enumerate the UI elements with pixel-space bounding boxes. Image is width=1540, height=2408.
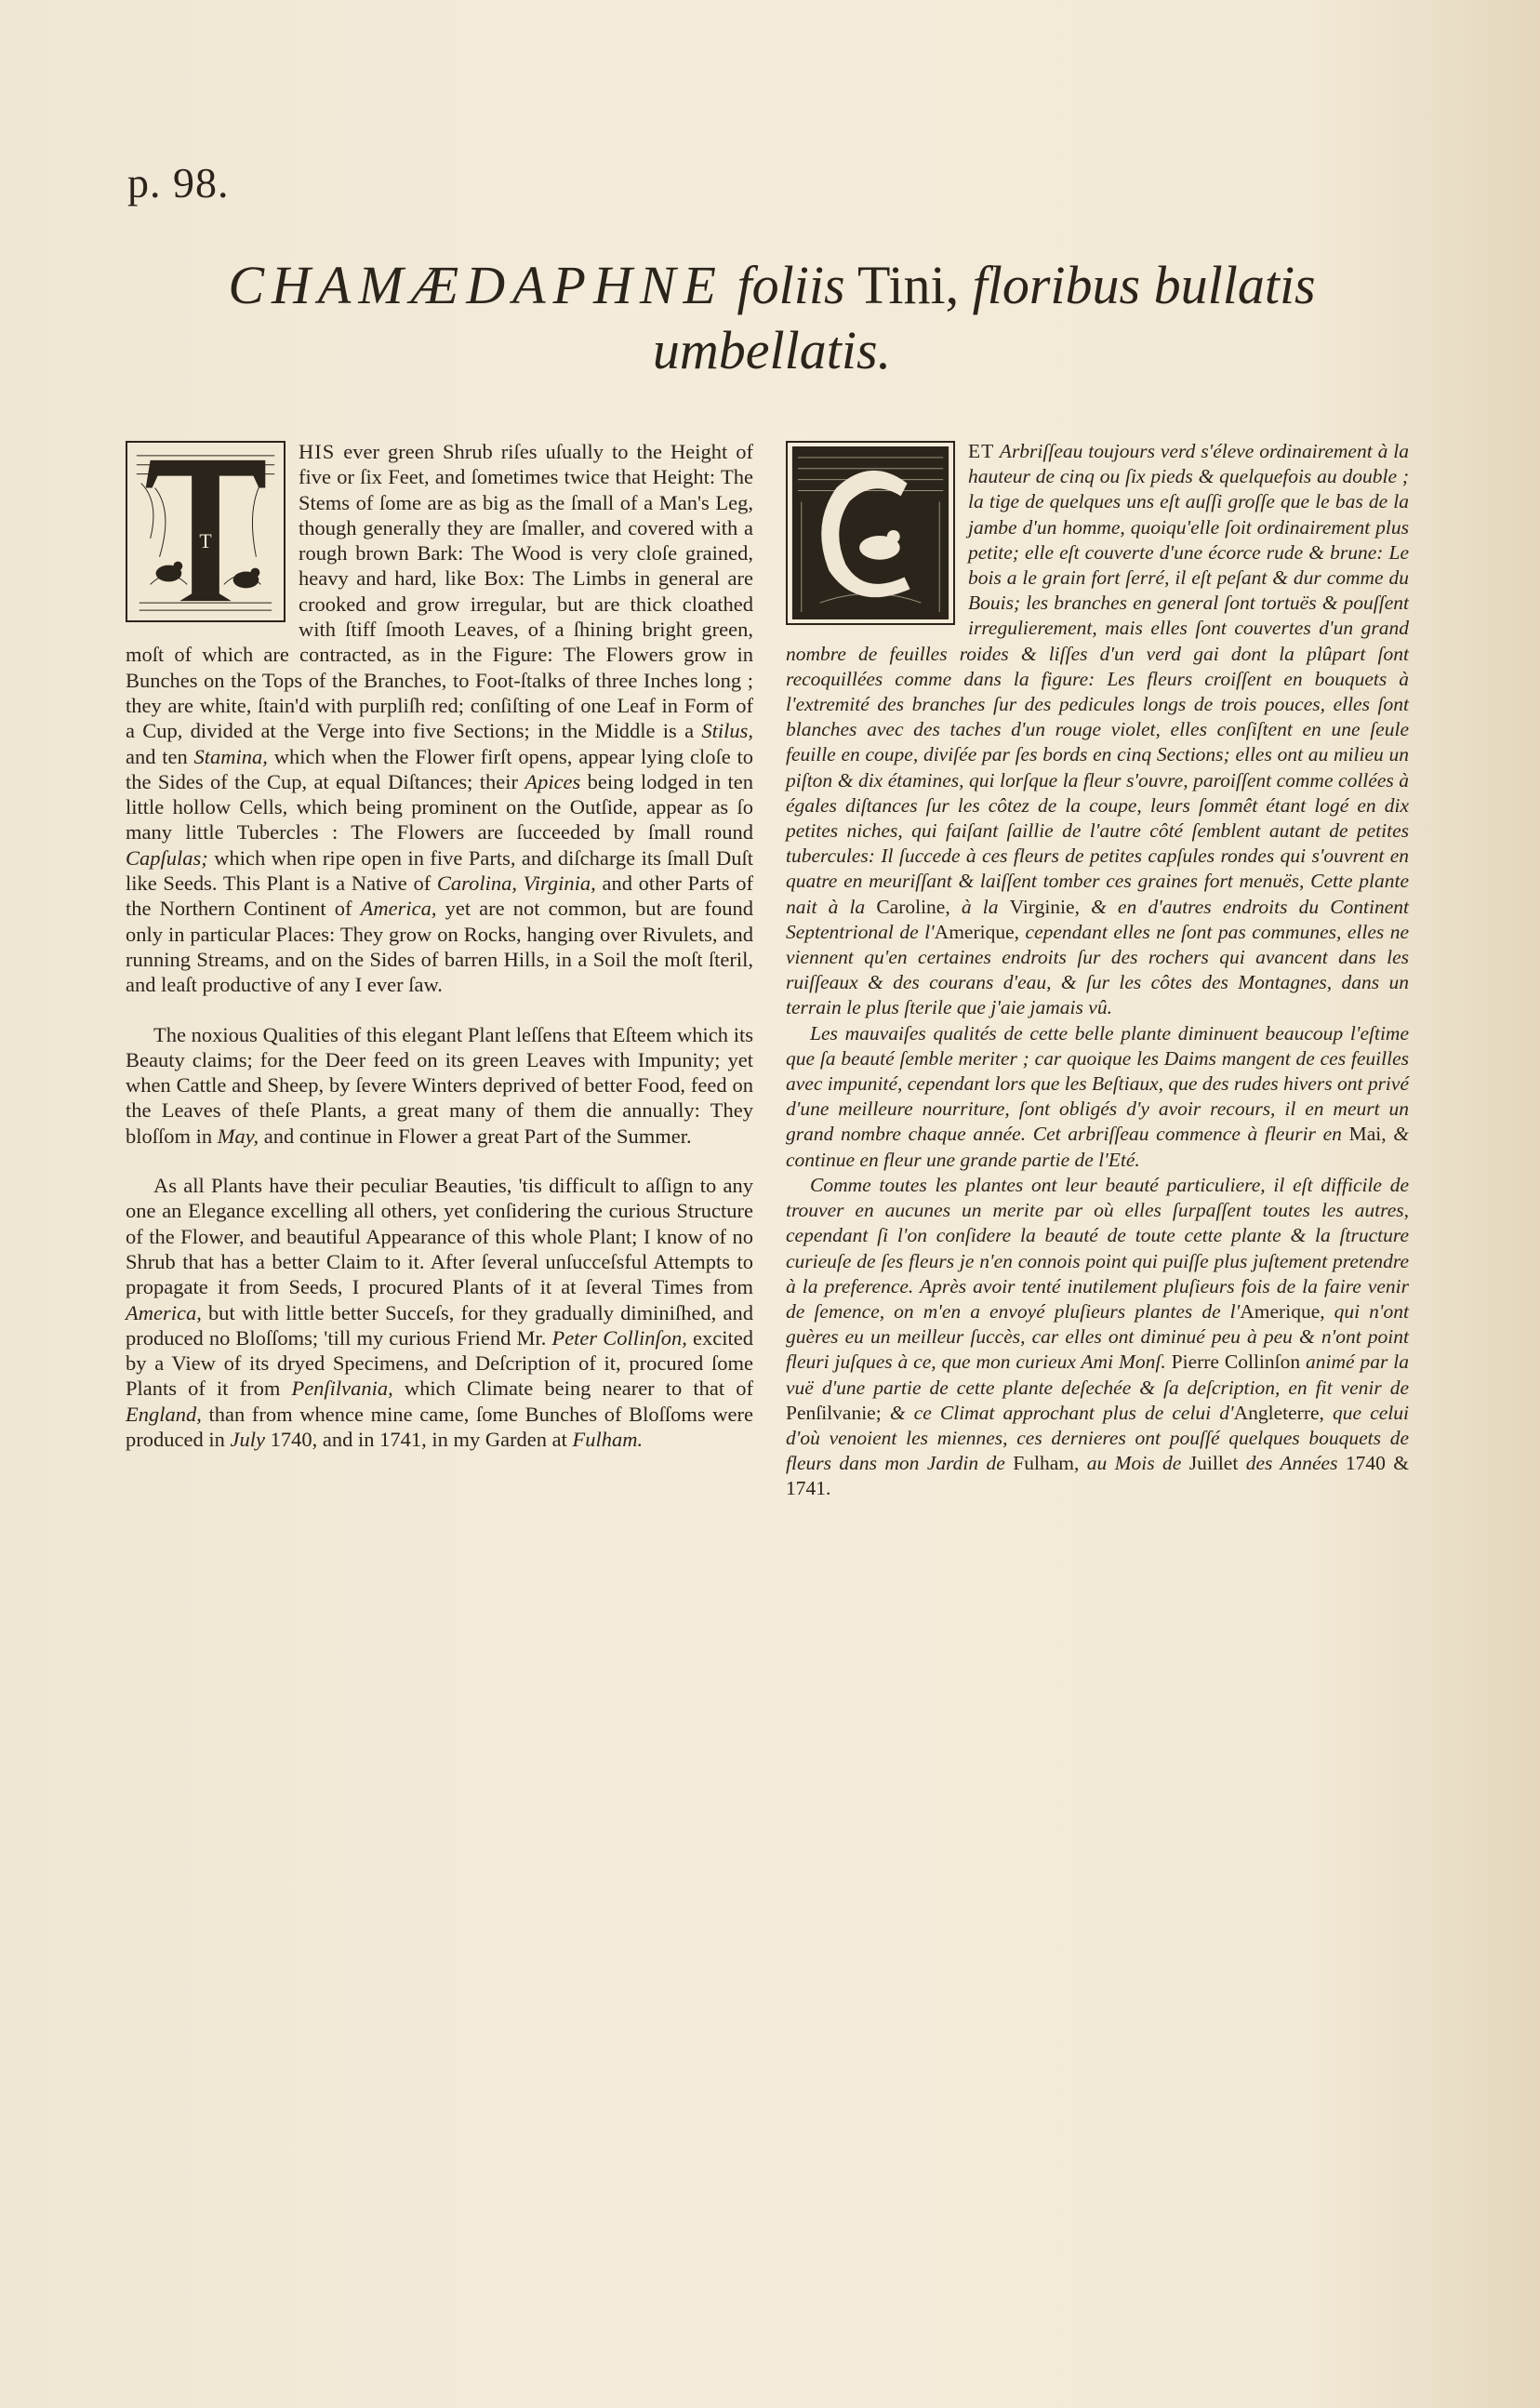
english-paragraph-3: As all Plants have their peculiar Beauties, 'tis difficult to aſſign to any one an Elegance excelling all others, yet conſidering the curious Structure of the Flower, and beautiful Appearance of this whole Plant; I know of no Shrub that has a better Claim to it. After ſeveral unſucceſsful Attempts to propagate it from Seeds, I procured Plants of it at ſeveral Times from America, but with little better Succeſs, for they gradually diminiſhed, and produced no Bloſſoms; 'till my curious Friend Mr. Peter Collinſon, excited by a View of its dryed Specimens, and Deſcription of it, procured ſome Plants of it from Penſilvania, which Climate being nearer to that of England, than from whence mine came, ſome Bunches of Bloſſoms were produced in July 1740, and in 1741, in my Garden at Fulham. [126, 1174, 753, 1451]
dropcap-t-ornament [126, 441, 285, 622]
title-tini: Tini, [856, 255, 960, 315]
dropcap-t-illustration [131, 446, 280, 617]
title-rest: floribus bullatis [972, 255, 1316, 315]
french-paragraph-2: Les mauvaiſes qualités de cette belle plante diminuent beaucoup l'eſtime que ſa beauté ſemble meriter ; car quoique les Daims mangent de ces feuilles avec impunité, cependant lors que les Beſtiaux, que des rudes hivers ont privé d'une meilleure nourriture, ſont obligés d'y avoir recours, il en meurt un grand nombre chaque année. Cet arbriſſeau commence à fleurir en Mai, & continue en fleur une grande partie de l'Eté. [786, 1021, 1409, 1171]
dropcap-c-ornament [786, 441, 955, 625]
title-genus: CHAMÆDAPHNE [228, 255, 724, 315]
english-paragraph-2: The noxious Qualities of this elegant Plant leſſens that Eſteem which its Beauty claims; for the Deer feed on its green Leaves with Impunity; yet when Cattle and Sheep, by ſevere Winters deprived of better Food, feed on the Leaves of theſe Plants, a great many of them die annually: They bloſſom in May, and continue in Flower a great Part of the Summer. [126, 1022, 753, 1148]
french-p1-first-word: ET [968, 440, 995, 462]
english-p1-first-word: HIS [299, 440, 336, 463]
dropcap-c-letter: C [922, 601, 931, 616]
dropcap-t-letter: T [199, 529, 212, 552]
english-column [126, 439, 753, 1452]
french-paragraph-3: Comme toutes les plantes ont leur beauté particuliere, il eſt difficile de trouver en aucunes un merite par où elles ſurpaſſent toutes les autres, cependant ſi l'on conſidere la beauté de toute cette plante & la ſtructure curieuſe de ſes fleurs je n'en connois point qui puiſſe plus juſtement pretendre à la preference. Après avoir tenté inutilement pluſieurs fois de la faire venir de ſemence, on m'en a envoyé pluſieurs plantes de l'Amerique, qui n'ont guères eu un meilleur ſuccès, car elles ont diminué peu à peu & n'ont point fleuri juſques à ce, que mon curieux Ami Monſ. Pierre Collinſon animé par la vuë d'une partie de cette plante deſechée & ſa deſcription, en fit venir de Penſilvanie; & ce Climat approchant plus de celui d'Angleterre, que celui d'où venoient les miennes, ces dernieres ont pouſſé quelques bouquets de fleurs dans mon Jardin de Fulham, au Mois de Juillet des Années 1740 & 1741. [786, 1173, 1409, 1500]
french-paragraph-1: C ET Arbriſſeau toujours verd s'éleve ordinairement à la hauteur de cinq ou ſix pieds & quelquefois au double ; la tige de quelques uns eſt auſſi groſſe que le bas de la jambe d'un homme, quoiqu'elle ſoit ordinairement plus petite; elle eſt couverte d'une écorce rude & brune: Le bois a le grain fort ſerré, il eſt peſant & dur comme du Bouis; les branches en general ſont tortuës & pouſſent irregulierement, mais elles ſont couvertes d'un grand nombre de feuilles roides & liſſes d'un verd gai dont la plûpart ſont recoquillées comme dans la figure: Les fleurs croiſſent en bouquets à l'extremité des branches ſur des pedicules longs de trois pouces, elles ſont blanches avec des taches d'un rouge violet, elles conſiſtent en une ſeule feuille en coupe, diviſée par ſes bords en cinq Sections; elles ont au milieu un piſton & dix étamines, qui lorſque la fleur s'ouvre, paroiſſent comme collées à égales diſtances ſur les côtez de la coupe, leurs ſommêt étant logé en dix petites niches, qui faiſant ſaillie de l'autre côté ſemblent autant de petites tubercules: Il ſuccede à ces fleurs de petites capſules rondes qui s'ouvrent en quatre en meuriſſant & laiſſent tomber ces graines fort menuës, Cette plante nait à la Caroline, à la Virginie, & en d'autres endroits du Continent Septentrional de l'Amerique, cependant elles ne ſont pas communes, elles ne viennent qu'en certaines endroits ſur des rochers qui avancent dans les ruiſſeaux & des courans d'eau, & ſur les côtes des Montagnes, dans un terrain le plus ſterile que j'aie jamais vû. [786, 440, 1410, 1019]
title-foliis: foliis [737, 255, 845, 315]
page-number: p. 98. [127, 159, 230, 206]
english-paragraph-1: T HIS ever green Shrub riſes uſually to the Height of five or ſix Feet, and ſometimes twice that Height: The Stems of ſome are as big as the ſmall of a Man's Leg, though generally they are ſmaller, and covered with a rough brown Bark: The Wood is very cloſe grained, heavy and hard, like Box: The Limbs in general are crooked and grow irregular, but are thick cloathed with ſtiff ſmooth Leaves, of a ſhining bright green, moſt of which are contracted, as in the Figure: The Flowers grow in Bunches on the Tops of the Branches, to Foot-ſtalks of three Inches long ; they are white, ſtain'd with purpliſh red; conſiſting of one Leaf in Form of a Cup, divided at the Verge into five Sections; in the Middle is a Stilus, and ten Stamina, which when the Flower firſt opens, appear lying cloſe to the Sides of the Cup, at equal Diſtances; their Apices being lodged in ten little hollow Cells, which being prominent on the Outſide, appear as ſo many little Tubercles : The Flowers are ſucceeded by ſmall round Capſulas; which when ripe open in five Parts, and diſcharge its ſmall Duſt like Seeds. This Plant is a Native of Carolina, Virginia, and other Parts of the Northern Continent of America, yet are not common, but are found only in particular Places: They grow on Rocks, hanging over Rivulets, and running Streams, and on the Sides of barren Hills, in a Soil the moſt ſteril, and leaſt productive of any I ever ſaw. [126, 440, 753, 997]
title-line2: umbellatis. [652, 320, 892, 380]
french-column [786, 439, 1409, 1502]
page-title [112, 253, 1432, 383]
dropcap-c-illustration [791, 446, 949, 619]
